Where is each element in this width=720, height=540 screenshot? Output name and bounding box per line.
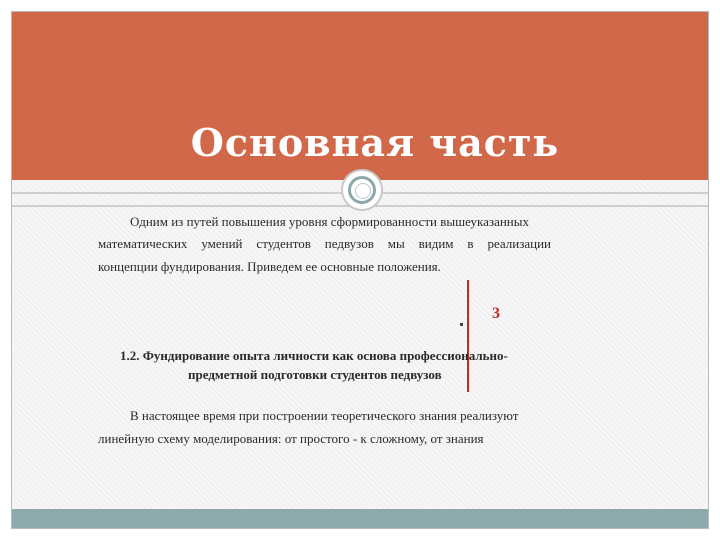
footer-bar [12, 509, 708, 528]
slide [11, 11, 709, 529]
paragraph1-line: математических умений студентов педвузов мы видим в реализации [98, 236, 551, 251]
marker-dot [460, 323, 463, 326]
circle-ornament-icon [341, 169, 383, 211]
red-bracket-line [467, 280, 469, 392]
paragraph1-line: концепции фундирования. Приведем ее основные положения. [98, 259, 441, 274]
paragraph2-line: линейную схему моделирования: от простого - к сложному, от знания [98, 431, 484, 446]
ring-icon [348, 176, 376, 204]
paragraph2-line: В настоящее время при построении теоретического знания реализуют [130, 408, 519, 423]
section-heading-line: 1.2. Фундирование опыта личности как основа профессионально- [120, 348, 508, 363]
title-banner [12, 12, 708, 180]
paragraph1-line: Одним из путей повышения уровня сформированности вышеуказанных [130, 214, 530, 229]
slide-title: Основная часть [190, 120, 560, 165]
section-heading-line: предметной подготовки студентов педвузов [188, 367, 442, 382]
page-number: 3 [492, 305, 500, 322]
